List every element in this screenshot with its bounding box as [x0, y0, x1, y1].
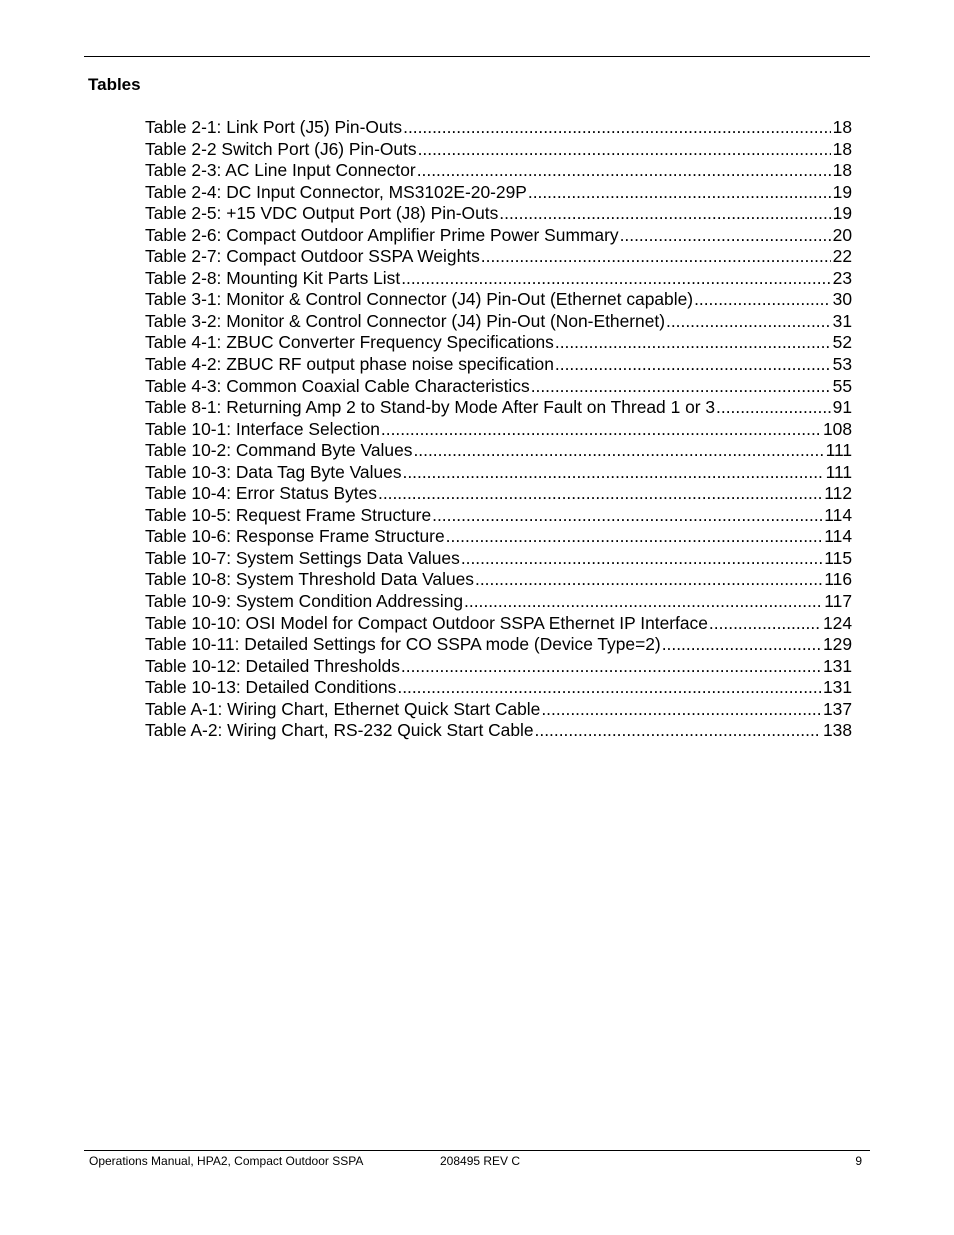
toc-entry[interactable]	[145, 311, 852, 333]
toc-entry[interactable]	[145, 720, 852, 742]
toc-dot-leader	[461, 548, 822, 570]
toc-entry[interactable]	[145, 332, 852, 354]
toc-dot-leader	[531, 376, 831, 398]
toc-entry[interactable]	[145, 203, 852, 225]
toc-dot-leader	[555, 332, 831, 354]
toc-entry-page: 129	[822, 634, 852, 655]
toc-entry[interactable]	[145, 419, 852, 441]
toc-dot-leader	[418, 139, 831, 161]
toc-entry-page: 23	[832, 267, 852, 288]
toc-entry-page: 19	[832, 203, 852, 224]
section-title: Tables	[88, 75, 141, 94]
toc-entry-label: Table 10-3: Data Tag Byte Values	[145, 461, 402, 482]
toc-entry-page: 18	[832, 160, 852, 181]
toc-entry-label: Table 10-2: Command Byte Values	[145, 440, 413, 461]
toc-entry-label: Table 2-2 Switch Port (J6) Pin-Outs	[145, 138, 417, 159]
toc-dot-leader	[378, 483, 822, 505]
toc-entry-page: 117	[824, 591, 852, 612]
toc-dot-leader	[666, 311, 831, 333]
toc-entry[interactable]	[145, 246, 852, 268]
toc-entry[interactable]	[145, 677, 852, 699]
toc-entry-page: 31	[832, 310, 852, 331]
toc-entry[interactable]	[145, 376, 852, 398]
toc-entry-page: 138	[822, 720, 852, 741]
toc-entry-page: 53	[832, 354, 852, 375]
toc-dot-leader	[620, 225, 831, 247]
toc-entry-page: 124	[822, 612, 852, 633]
toc-entry-label: Table 4-1: ZBUC Converter Frequency Specifications	[145, 332, 554, 353]
toc-entry[interactable]	[145, 354, 852, 376]
toc-entry-label: Table A-1: Wiring Chart, Ethernet Quick Start Cable	[145, 698, 541, 719]
toc-dot-leader	[403, 117, 831, 139]
toc-entry-label: Table A-2: Wiring Chart, RS-232 Quick Start Cable	[145, 720, 534, 741]
toc-entry-page: 111	[825, 440, 852, 461]
footer-document-title: Operations Manual, HPA2, Compact Outdoor SSPA	[89, 1154, 364, 1168]
toc-entry-label: Table 10-12: Detailed Thresholds	[145, 655, 400, 676]
toc-entry[interactable]	[145, 289, 852, 311]
toc-entry-label: Table 2-3: AC Line Input Connector	[145, 160, 416, 181]
toc-entry-label: Table 2-6: Compact Outdoor Amplifier Prime Power Summary	[145, 224, 619, 245]
toc-entry-label: Table 3-2: Monitor & Control Connector (J4) Pin-Out (Non-Ethernet)	[145, 310, 666, 331]
toc-entry-label: Table 10-5: Request Frame Structure	[145, 504, 432, 525]
toc-entry-page: 18	[832, 138, 852, 159]
toc-entry[interactable]	[145, 225, 852, 247]
toc-entry[interactable]	[145, 440, 852, 462]
toc-entry[interactable]	[145, 483, 852, 505]
toc-entry[interactable]	[145, 139, 852, 161]
toc-entry[interactable]	[145, 591, 852, 613]
toc-entry-label: Table 8-1: Returning Amp 2 to Stand-by Mode After Fault on Thread 1 or 3	[145, 397, 716, 418]
toc-entry-label: Table 10-1: Interface Selection	[145, 418, 380, 439]
toc-entry-page: 55	[832, 375, 852, 396]
toc-entry-page: 91	[832, 397, 852, 418]
toc-entry-label: Table 10-10: OSI Model for Compact Outdoor SSPA Ethernet IP Interface	[145, 612, 708, 633]
toc-dot-leader	[464, 591, 822, 613]
toc-entry[interactable]	[145, 117, 852, 139]
toc-entry-page: 131	[822, 655, 852, 676]
toc-entry-label: Table 10-9: System Condition Addressing	[145, 591, 464, 612]
toc-dot-leader	[535, 720, 821, 742]
toc-entry-page: 52	[832, 332, 852, 353]
toc-entry-page: 112	[824, 483, 852, 504]
toc-entry[interactable]	[145, 569, 852, 591]
toc-entry[interactable]	[145, 160, 852, 182]
toc-entry-page: 30	[832, 289, 852, 310]
toc-entry-page: 22	[832, 246, 852, 267]
toc-entry-label: Table 4-2: ZBUC RF output phase noise specification	[145, 354, 554, 375]
toc-entry-label: Table 4-3: Common Coaxial Cable Characteristics	[145, 375, 530, 396]
toc-dot-leader	[499, 203, 830, 225]
toc-entry[interactable]	[145, 397, 852, 419]
toc-entry-page: 114	[824, 526, 852, 547]
toc-entry-page: 114	[824, 504, 852, 525]
toc-entry[interactable]	[145, 505, 852, 527]
toc-entry[interactable]	[145, 699, 852, 721]
toc-dot-leader	[475, 569, 822, 591]
toc-entry[interactable]	[145, 526, 852, 548]
toc-dot-leader	[403, 462, 824, 484]
toc-entry[interactable]	[145, 656, 852, 678]
toc-entry-label: Table 2-1: Link Port (J5) Pin-Outs	[145, 117, 403, 137]
toc-entry-label: Table 10-11: Detailed Settings for CO SSPA mode (Device Type=2)	[145, 634, 661, 655]
toc-entry-label: Table 2-8: Mounting Kit Parts List	[145, 267, 401, 288]
toc-dot-leader	[446, 526, 823, 548]
toc-dot-leader	[528, 182, 831, 204]
footer-page-number: 9	[855, 1154, 862, 1168]
toc-entry-label: Table 2-5: +15 VDC Output Port (J8) Pin-Outs	[145, 203, 499, 224]
toc-entry-label: Table 2-4: DC Input Connector, MS3102E-20-29P	[145, 181, 527, 202]
toc-entry[interactable]	[145, 613, 852, 635]
toc-entry-page: 137	[822, 698, 852, 719]
toc-entry[interactable]	[145, 634, 852, 656]
toc-dot-leader	[481, 246, 831, 268]
toc-dot-leader	[401, 268, 830, 290]
toc-entry-page: 18	[832, 117, 852, 137]
toc-dot-leader	[662, 634, 821, 656]
toc-dot-leader	[716, 397, 831, 419]
toc-entry[interactable]	[145, 182, 852, 204]
toc-entry-label: Table 10-13: Detailed Conditions	[145, 677, 397, 698]
toc-entry-label: Table 10-7: System Settings Data Values	[145, 547, 460, 568]
toc-dot-leader	[555, 354, 831, 376]
toc-entry-label: Table 3-1: Monitor & Control Connector (J4) Pin-Out (Ethernet capable)	[145, 289, 694, 310]
footer-document-number: 208495 REV C	[440, 1154, 521, 1168]
toc-dot-leader	[413, 440, 823, 462]
toc-entry[interactable]	[145, 268, 852, 290]
toc-entry-page: 20	[832, 224, 852, 245]
toc-dot-leader	[381, 419, 821, 441]
toc-entry[interactable]	[145, 462, 852, 484]
toc-entry-page: 108	[822, 418, 852, 439]
header-rule	[84, 56, 870, 57]
toc-entry-label: Table 10-8: System Threshold Data Values	[145, 569, 474, 590]
toc-dot-leader	[541, 699, 821, 721]
toc-dot-leader	[401, 656, 821, 678]
footer-rule	[84, 1150, 870, 1151]
toc-dot-leader	[397, 677, 821, 699]
toc-dot-leader	[432, 505, 822, 527]
toc-dot-leader	[417, 160, 831, 182]
toc-entry-label: Table 10-6: Response Frame Structure	[145, 526, 445, 547]
toc-dot-leader	[694, 289, 831, 311]
toc-entry-page: 115	[824, 547, 852, 568]
table-of-tables	[145, 117, 852, 742]
toc-entry-page: 111	[825, 461, 852, 482]
toc-entry-page: 131	[822, 677, 852, 698]
toc-entry-label: Table 10-4: Error Status Bytes	[145, 483, 377, 504]
toc-dot-leader	[709, 613, 821, 635]
toc-entry[interactable]	[145, 548, 852, 570]
toc-entry-label: Table 2-7: Compact Outdoor SSPA Weights	[145, 246, 480, 267]
toc-entry-page: 116	[824, 569, 852, 590]
toc-entry-page: 19	[832, 181, 852, 202]
